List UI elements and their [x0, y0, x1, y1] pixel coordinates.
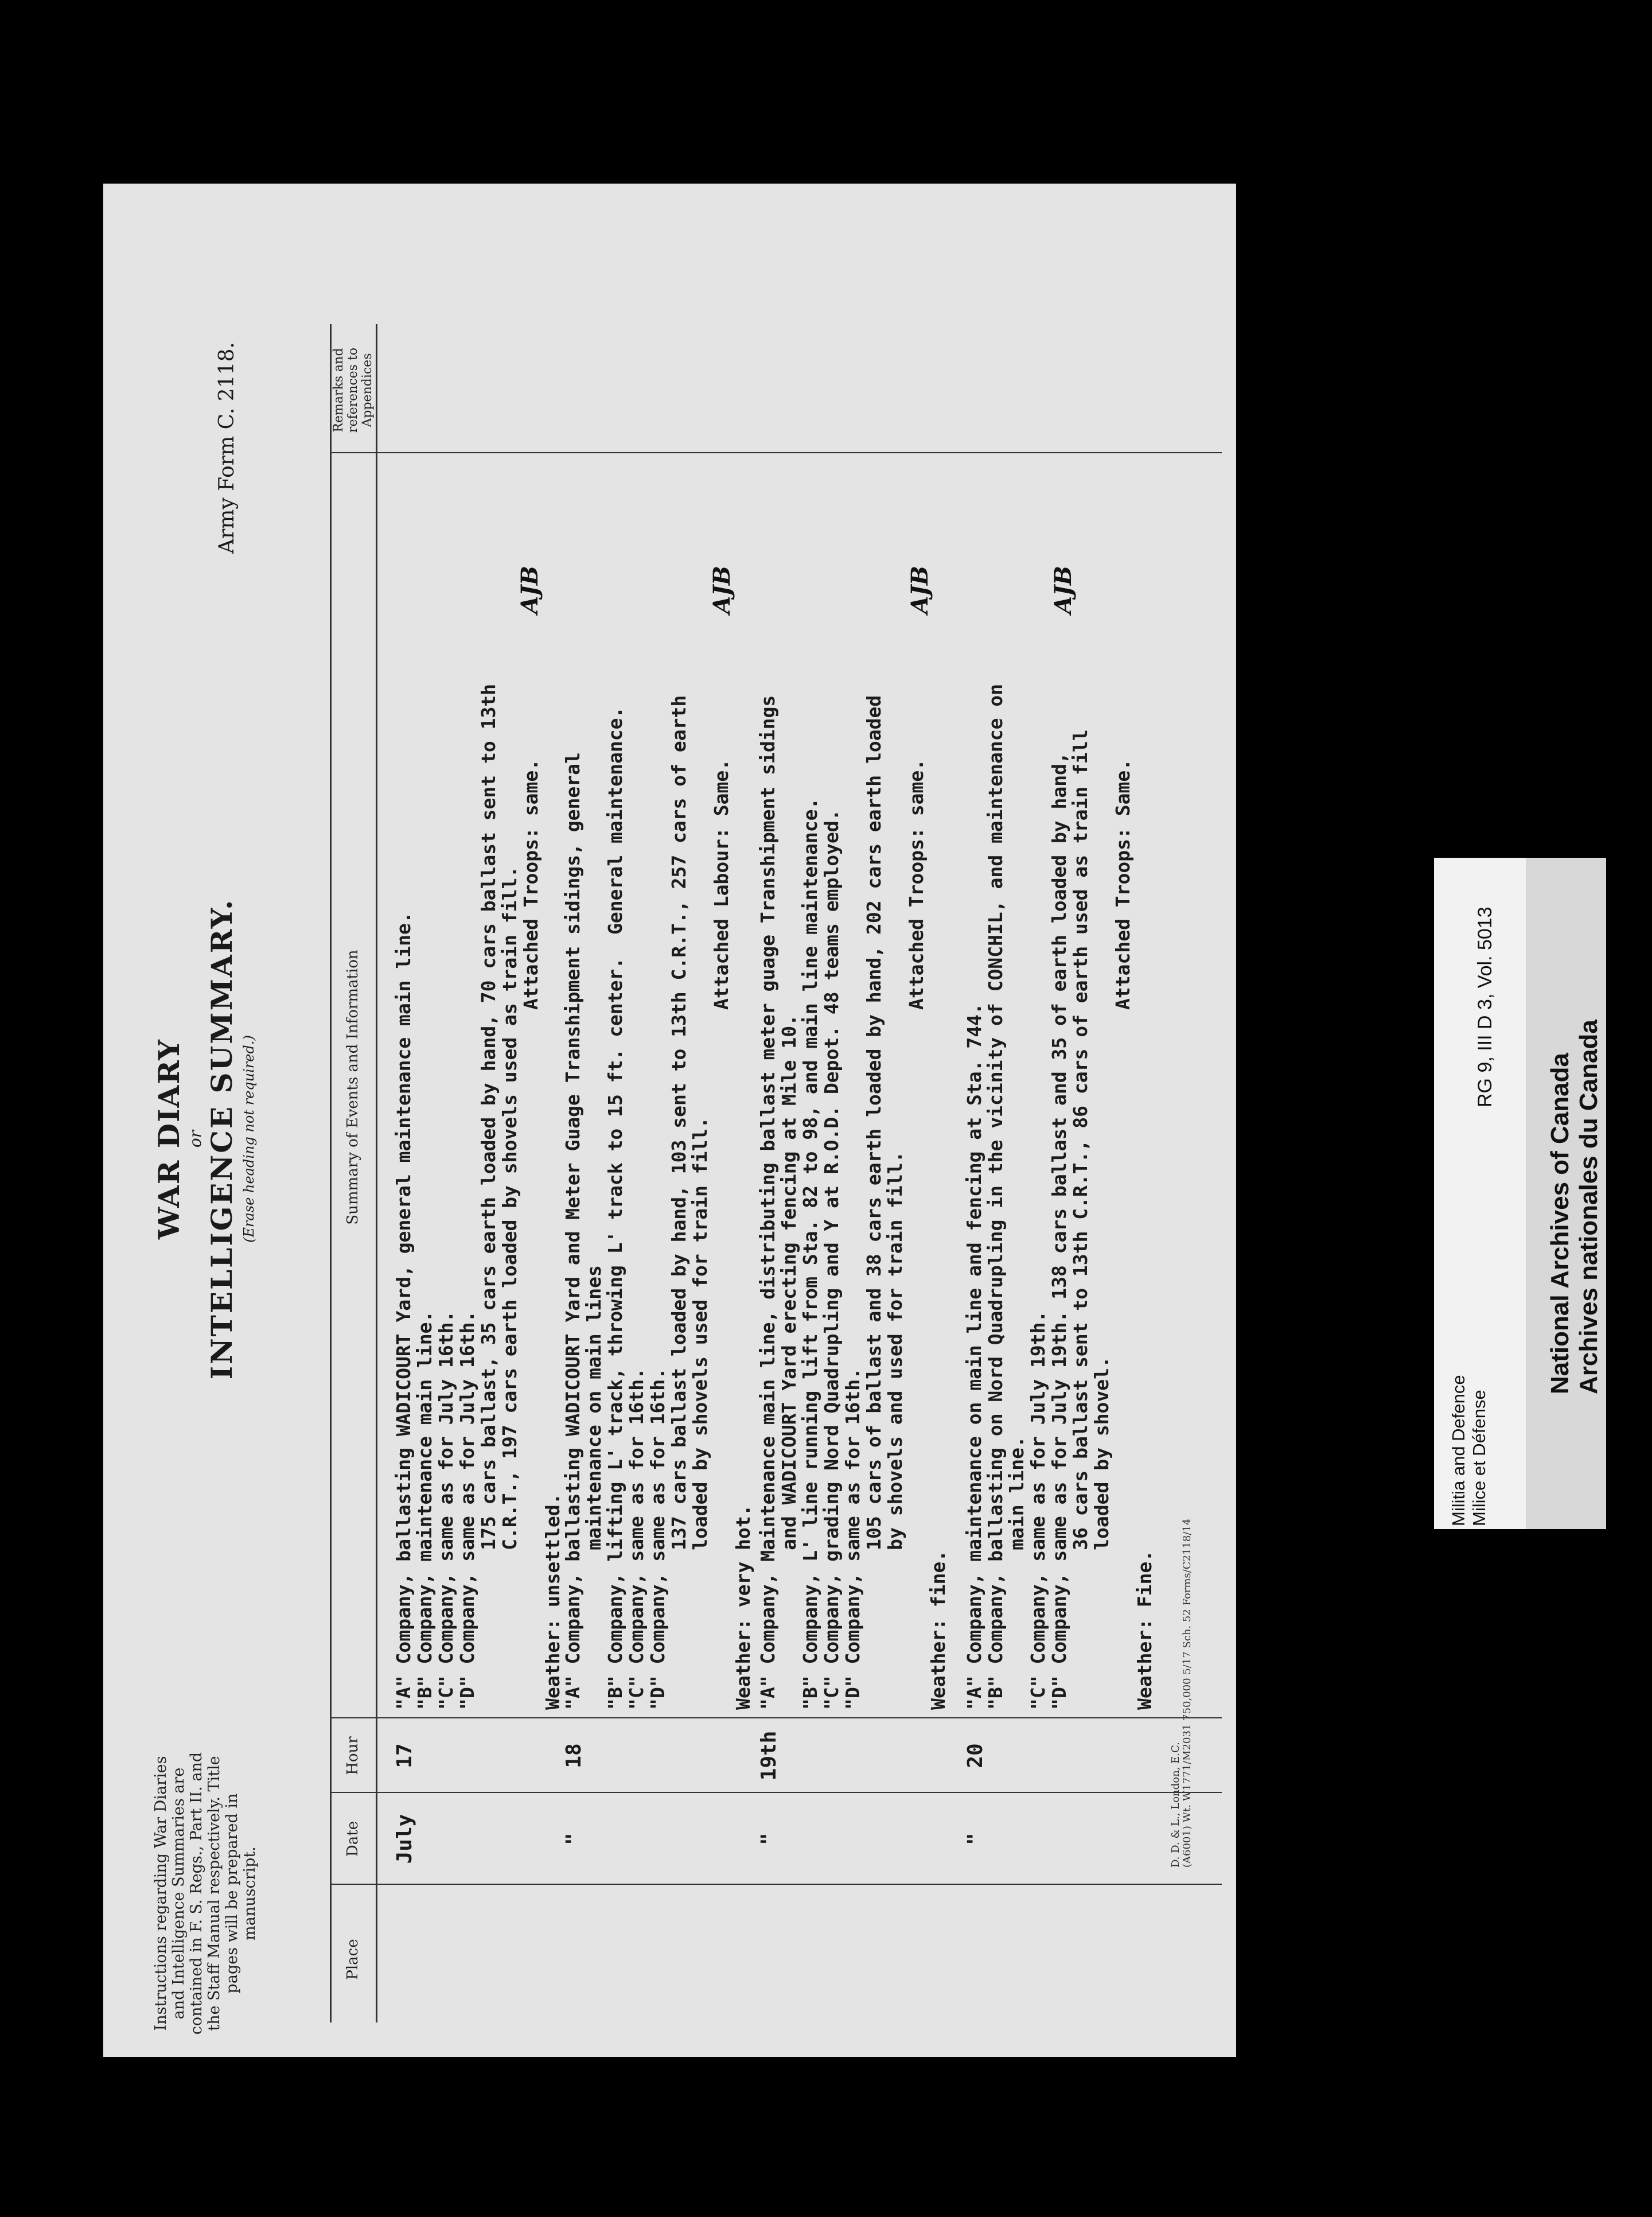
entry-line: loaded by shovels used for train fill.	[689, 1117, 711, 1710]
entry-line: 137 cars ballast loaded by hand, 103 sent to 13th C.R.T., 257 cars of earth	[668, 695, 690, 1710]
entry-line: "A" Company, maintenance on main line and fencing at Sta. 744.	[963, 1003, 985, 1710]
printer-line: D. D. & L., London, E.C.	[1170, 1742, 1182, 1868]
entry-line: "A" Company, Maintenance main line, distributing ballast meter guage Transhipment sidings	[757, 695, 779, 1710]
entry-summary	[393, 456, 564, 1710]
department-fr: Milice et Défense	[1469, 1390, 1489, 1526]
header-rule-bottom	[376, 324, 377, 2022]
entry-line: "C" Company, same as for July 19th.	[1027, 1310, 1049, 1710]
entry-line: "C" Company, grading Nord Quadrupling and Y at R.O.D. Depot. 48 teams employed.	[820, 809, 843, 1710]
column-divider	[330, 1717, 1222, 1718]
column-header-remarks: Remarks and references to Appendices	[331, 347, 375, 433]
institution-fr: Archives nationales du Canada	[1575, 1020, 1603, 1394]
column-divider	[330, 452, 1222, 453]
title-intelligence-summary: INTELLIGENCE SUMMARY.	[205, 898, 239, 1380]
entry-line: "A" Company, ballasting WADICOURT Yard, general maintenance main line.	[392, 912, 415, 1710]
initials-signature: AJB	[708, 566, 735, 614]
entry-line: and WADICOURT Yard erecting fencing at Mile 10.	[778, 1014, 800, 1710]
entry-weather: Weather: Fine.	[1133, 1550, 1156, 1710]
printer-line: (A6001) Wt. W1771/M2031 750,000 5/17 Sch. 52 Forms/C2118/14	[1181, 1518, 1193, 1868]
entry-line: main line.	[1006, 1436, 1028, 1710]
entry-line: "B" Company, maintenance main line.	[414, 1310, 436, 1710]
entry-line: "D" Company, same as for 16th.	[646, 1367, 669, 1710]
entry-attached: Attached Troops: Same.	[1112, 759, 1134, 1010]
entry-line: "C" Company, same as for July 16th.	[435, 1310, 457, 1710]
initials-signature: AJB	[906, 566, 933, 614]
entry-attached: Attached Troops: same.	[520, 759, 542, 1010]
entry-weather: Weather: fine.	[927, 1550, 949, 1710]
archive-department	[1448, 1375, 1490, 1526]
entry-line: "D" Company, same as for July 16th.	[456, 1310, 478, 1710]
entry-date: "	[964, 1833, 987, 1845]
entry-date: July	[393, 1814, 416, 1864]
entry-hour: 17	[393, 1743, 416, 1768]
entry-line: loaded by shovel.	[1090, 1356, 1113, 1710]
column-divider	[330, 1884, 1222, 1885]
title-war-diary: WAR DIARY	[152, 1039, 186, 1239]
entry-line: "D" Company, same as for 16th.	[841, 1367, 864, 1710]
entry-date: "	[562, 1833, 586, 1845]
form-number: Army Form C. 2118.	[215, 342, 239, 554]
entry-line: "B" Company, lifting L' track, throwing L' track to 15 ft. center. General maintenance.	[604, 706, 626, 1710]
initials-signature: AJB	[1050, 566, 1077, 614]
archive-institution	[1546, 1020, 1603, 1394]
department-en: Militia and Defence	[1448, 1375, 1468, 1526]
entry-line: "A" Company, ballasting WADICOURT Yard and Meter Guage Transhipment sidings, general	[562, 752, 584, 1710]
header-rule-top	[330, 324, 332, 2022]
entry-attached: Attached Labour: Same.	[710, 759, 733, 1010]
column-header-hour: Hour	[344, 1736, 361, 1775]
entry-line: "B" Company, ballasting on Nord Quadrupling in the vicinity of CONCHIL, and maintenance on	[984, 683, 1007, 1710]
entry-line: "B" Company, L' line running lift from Sta. 82 to 98, and main line maintenance.	[799, 798, 821, 1710]
entry-hour: 20	[964, 1743, 987, 1768]
column-header-summary: Summary of Events and Information	[344, 950, 361, 1225]
entry-summary	[562, 456, 755, 1710]
entry-hour: 18	[562, 1743, 586, 1768]
entry-weather: Weather: unsettled.	[541, 1493, 564, 1710]
printer-imprint	[1170, 1519, 1193, 1868]
entry-line: by shovels and used for train fill.	[884, 1151, 906, 1710]
entry-line: "D" Company, same as for July 19th. 138 cars ballast and 35 of earth loaded by hand,	[1048, 752, 1070, 1710]
column-header-place: Place	[344, 1939, 361, 1980]
entry-hour: 19th	[757, 1730, 781, 1781]
institution-en: National Archives of Canada	[1546, 1053, 1574, 1394]
entry-summary	[757, 456, 950, 1710]
entry-line: C.R.T., 197 cars earth loaded by shovels used as train fill.	[498, 866, 521, 1710]
entry-date: "	[757, 1833, 781, 1845]
entry-line: maintenance on main lines	[583, 1265, 605, 1710]
entry-line: 175 cars ballast, 35 cars earth loaded by hand, 70 cars ballast sent to 13th	[477, 683, 500, 1710]
instructions-text: Instructions regarding War Diaries and Intelligence Summaries are contained in F. S. Regs., Part II. and the Staff Manual respectively. Title pages will be prepared in manuscript.	[152, 1752, 259, 2035]
title-block	[152, 795, 257, 1483]
column-divider	[330, 1792, 1222, 1793]
war-diary-page	[103, 184, 1236, 2057]
entry-weather: Weather: very hot.	[732, 1504, 754, 1710]
entry-line: 36 cars ballast sent to 13th C.R.T., 86 cars of earth used as train fill	[1069, 729, 1092, 1710]
entry-line: 105 cars of ballast and 38 cars earth loaded by hand, 202 cars earth loaded	[863, 695, 885, 1710]
initials-signature: AJB	[516, 566, 543, 614]
title-note: (Erase heading not required.)	[241, 1035, 257, 1243]
entry-attached: Attached Troops: same.	[905, 759, 928, 1010]
title-or: or	[186, 1130, 205, 1148]
entry-summary	[964, 456, 1156, 1710]
entry-line: "C" Company, same as for 16th.	[625, 1367, 648, 1710]
column-header-date: Date	[344, 1821, 361, 1857]
archive-reference: RG 9, III D 3, Vol. 5013	[1474, 907, 1496, 1107]
